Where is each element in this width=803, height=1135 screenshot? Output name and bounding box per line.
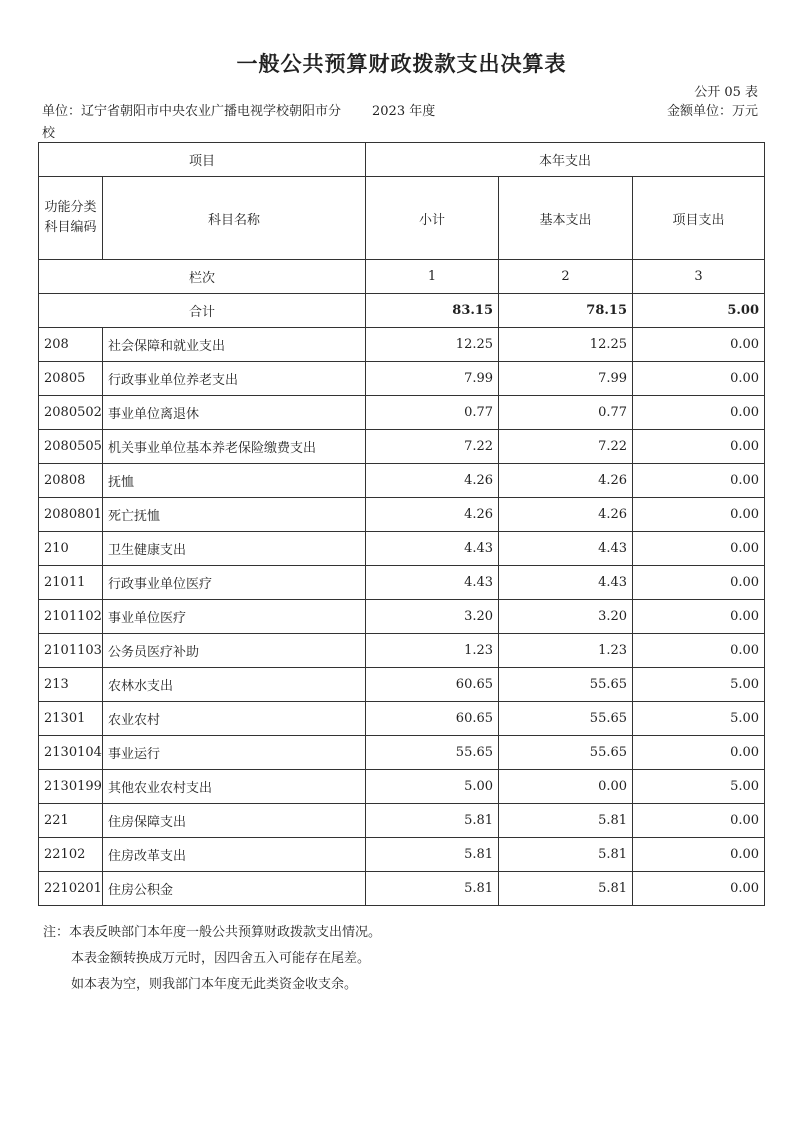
header-row-2 xyxy=(39,177,765,260)
cell-subtotal: 4.26 xyxy=(366,464,499,498)
cell-subtotal: 55.65 xyxy=(366,736,499,770)
cell-subtotal: 7.22 xyxy=(366,430,499,464)
cell-code: 21011 xyxy=(39,566,103,600)
table-row xyxy=(39,804,765,838)
cell-basic: 7.22 xyxy=(499,430,633,464)
cell-name: 农业农村 xyxy=(103,702,366,736)
cell-code: 2130199 xyxy=(39,770,103,804)
cell-subtotal: 3.20 xyxy=(366,600,499,634)
cell-project: 0.00 xyxy=(633,600,765,634)
year-label: 2023 年度 xyxy=(372,104,436,119)
cell-project: 5.00 xyxy=(633,702,765,736)
cell-subtotal: 4.43 xyxy=(366,532,499,566)
header-row-1 xyxy=(39,143,765,177)
header-code: 功能分类科目编码 xyxy=(39,177,103,260)
cell-project: 5.00 xyxy=(633,668,765,702)
cell-basic: 0.77 xyxy=(499,396,633,430)
table-row xyxy=(39,362,765,396)
cell-subtotal: 5.81 xyxy=(366,872,499,906)
cell-name: 农林水支出 xyxy=(103,668,366,702)
cell-basic: 4.26 xyxy=(499,498,633,532)
cell-basic: 0.00 xyxy=(499,770,633,804)
cell-code: 20805 xyxy=(39,362,103,396)
cell-name: 其他农业农村支出 xyxy=(103,770,366,804)
note-3: 如本表为空，则我部门本年度无此类资金收支余。 xyxy=(71,977,358,992)
cell-basic: 1.23 xyxy=(499,634,633,668)
table-row xyxy=(39,566,765,600)
cell-subtotal: 0.77 xyxy=(366,396,499,430)
cell-basic: 5.81 xyxy=(499,804,633,838)
table-row xyxy=(39,498,765,532)
cell-name: 社会保障和就业支出 xyxy=(103,328,366,362)
cell-code: 213 xyxy=(39,668,103,702)
page-title: 一般公共预算财政拨款支出决算表 xyxy=(236,51,567,76)
cell-project: 0.00 xyxy=(633,362,765,396)
cell-project: 0.00 xyxy=(633,838,765,872)
form-number: 公开 05 表 xyxy=(694,85,758,100)
column-2: 2 xyxy=(499,260,633,294)
cell-name: 公务员医疗补助 xyxy=(103,634,366,668)
column-number-row xyxy=(39,260,765,294)
cell-name: 事业单位医疗 xyxy=(103,600,366,634)
cell-code: 2101103 xyxy=(39,634,103,668)
cell-name: 抚恤 xyxy=(103,464,366,498)
cell-project: 0.00 xyxy=(633,872,765,906)
cell-basic: 4.43 xyxy=(499,566,633,600)
cell-code: 2080502 xyxy=(39,396,103,430)
column-1: 1 xyxy=(366,260,499,294)
cell-project: 0.00 xyxy=(633,566,765,600)
cell-subtotal: 5.81 xyxy=(366,838,499,872)
expenditure-table xyxy=(38,142,765,906)
cell-basic: 7.99 xyxy=(499,362,633,396)
cell-project: 0.00 xyxy=(633,532,765,566)
cell-project: 0.00 xyxy=(633,498,765,532)
cell-code: 2210201 xyxy=(39,872,103,906)
cell-name: 行政事业单位医疗 xyxy=(103,566,366,600)
cell-code: 20808 xyxy=(39,464,103,498)
table-row xyxy=(39,702,765,736)
column-label: 栏次 xyxy=(39,260,366,294)
table-row xyxy=(39,668,765,702)
cell-code: 208 xyxy=(39,328,103,362)
cell-name: 事业运行 xyxy=(103,736,366,770)
cell-basic: 55.65 xyxy=(499,736,633,770)
cell-project: 0.00 xyxy=(633,634,765,668)
cell-project: 5.00 xyxy=(633,770,765,804)
cell-project: 0.00 xyxy=(633,396,765,430)
cell-basic: 5.81 xyxy=(499,872,633,906)
cell-name: 住房保障支出 xyxy=(103,804,366,838)
cell-code: 2080801 xyxy=(39,498,103,532)
cell-project: 0.00 xyxy=(633,804,765,838)
table-row xyxy=(39,600,765,634)
cell-name: 机关事业单位基本养老保险缴费支出 xyxy=(103,430,366,464)
cell-subtotal: 4.43 xyxy=(366,566,499,600)
table-row xyxy=(39,430,765,464)
cell-basic: 12.25 xyxy=(499,328,633,362)
cell-name: 卫生健康支出 xyxy=(103,532,366,566)
table-row xyxy=(39,736,765,770)
cell-basic: 4.43 xyxy=(499,532,633,566)
cell-basic: 5.81 xyxy=(499,838,633,872)
cell-code: 2130104 xyxy=(39,736,103,770)
cell-name: 行政事业单位养老支出 xyxy=(103,362,366,396)
cell-subtotal: 12.25 xyxy=(366,328,499,362)
note-1: 注：本表反映部门本年度一般公共预算财政拨款支出情况。 xyxy=(43,925,382,940)
total-subtotal: 83.15 xyxy=(366,294,499,328)
cell-code: 221 xyxy=(39,804,103,838)
table-row xyxy=(39,532,765,566)
cell-subtotal: 5.81 xyxy=(366,804,499,838)
cell-basic: 55.65 xyxy=(499,702,633,736)
cell-code: 21301 xyxy=(39,702,103,736)
cell-name: 事业单位离退休 xyxy=(103,396,366,430)
table-row xyxy=(39,396,765,430)
cell-project: 0.00 xyxy=(633,430,765,464)
table-row xyxy=(39,838,765,872)
cell-project: 0.00 xyxy=(633,464,765,498)
cell-project: 0.00 xyxy=(633,328,765,362)
total-basic: 78.15 xyxy=(499,294,633,328)
cell-basic: 55.65 xyxy=(499,668,633,702)
header-project-exp: 项目支出 xyxy=(633,177,765,260)
cell-basic: 3.20 xyxy=(499,600,633,634)
header-subtotal: 小计 xyxy=(366,177,499,260)
total-row xyxy=(39,294,765,328)
column-3: 3 xyxy=(633,260,765,294)
cell-code: 2101102 xyxy=(39,600,103,634)
cell-basic: 4.26 xyxy=(499,464,633,498)
header-subject-name: 科目名称 xyxy=(103,177,366,260)
cell-name: 住房公积金 xyxy=(103,872,366,906)
header-project: 项目 xyxy=(39,143,366,177)
table-row xyxy=(39,770,765,804)
note-2: 本表金额转换成万元时，因四舍五入可能存在尾差。 xyxy=(71,951,371,966)
cell-subtotal: 5.00 xyxy=(366,770,499,804)
cell-name: 住房改革支出 xyxy=(103,838,366,872)
cell-subtotal: 4.26 xyxy=(366,498,499,532)
table-row xyxy=(39,328,765,362)
cell-code: 210 xyxy=(39,532,103,566)
header-basic: 基本支出 xyxy=(499,177,633,260)
table-row xyxy=(39,634,765,668)
unit-label: 单位：辽宁省朝阳市中央农业广播电视学校朝阳市分校 xyxy=(42,104,342,141)
total-label: 合计 xyxy=(39,294,366,328)
cell-code: 22102 xyxy=(39,838,103,872)
header-current-year: 本年支出 xyxy=(366,143,765,177)
cell-code: 2080505 xyxy=(39,430,103,464)
table-row xyxy=(39,464,765,498)
cell-subtotal: 7.99 xyxy=(366,362,499,396)
cell-subtotal: 1.23 xyxy=(366,634,499,668)
cell-subtotal: 60.65 xyxy=(366,702,499,736)
table-row xyxy=(39,872,765,906)
cell-subtotal: 60.65 xyxy=(366,668,499,702)
money-unit: 金额单位：万元 xyxy=(666,104,758,119)
cell-name: 死亡抚恤 xyxy=(103,498,366,532)
notes xyxy=(43,920,381,998)
cell-project: 0.00 xyxy=(633,736,765,770)
total-project: 5.00 xyxy=(633,294,765,328)
